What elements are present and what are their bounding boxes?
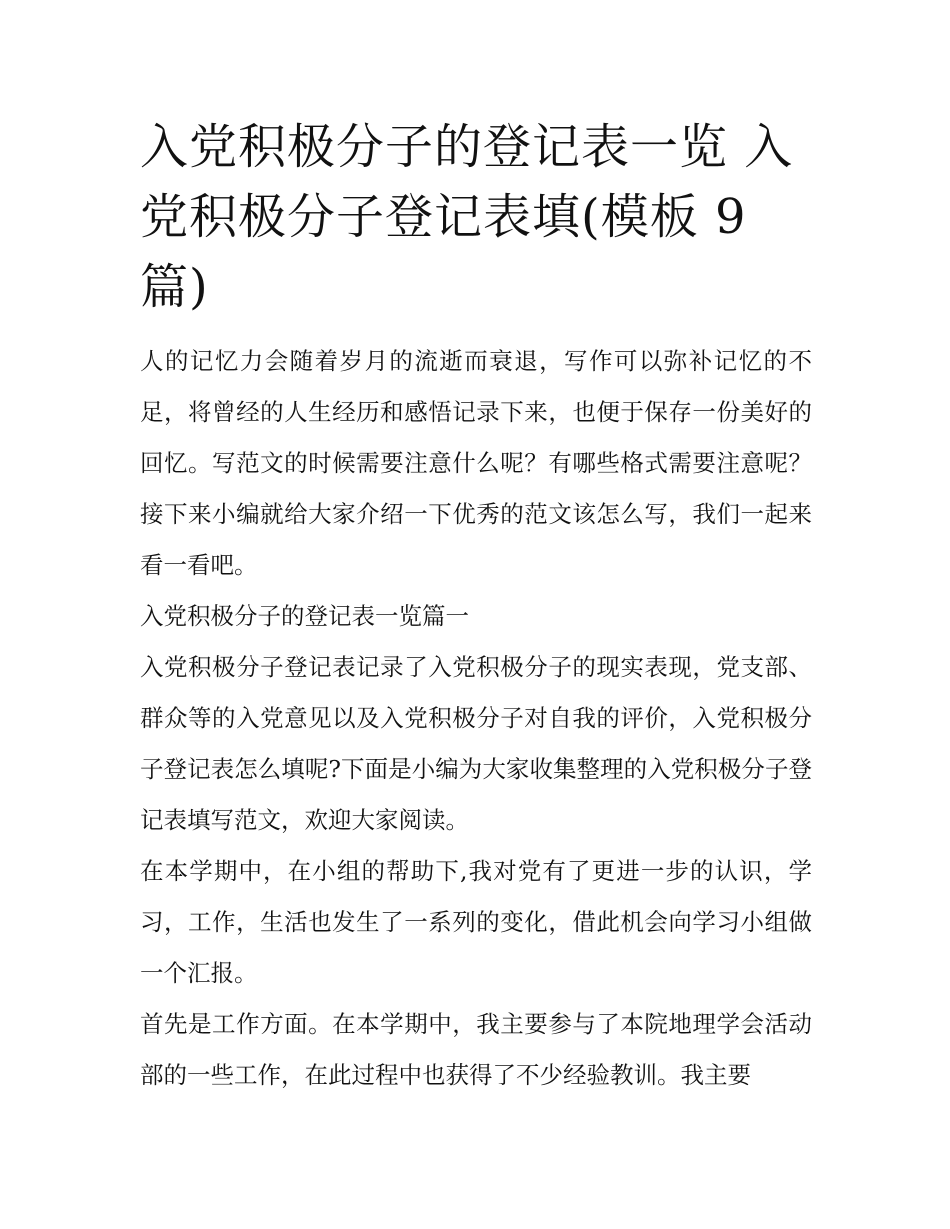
body-paragraph: 在本学期中，在小组的帮助下,我对党有了更进一步的认识，学习，工作，生活也发生了一系列的变化，借此机会向学习小组做一个汇报。 xyxy=(140,857,812,987)
intro-paragraph: 人的记忆力会随着岁月的流逝而衰退，写作可以弥补记忆的不足，将曾经的人生经历和感悟记录下来，也便于保存一份美好的回忆。写范文的时候需要注意什么呢？有哪些格式需要注意呢？接下来小编就给大家介绍一下优秀的范文该怎么写，我们一起来看一看吧。 xyxy=(140,347,812,579)
document-page xyxy=(140,112,812,1101)
document-body xyxy=(140,336,812,1101)
body-paragraph: 首先是工作方面。在本学期中，我主要参与了本院地理学会活动部的一些工作，在此过程中也获得了不少经验教训。我主要 xyxy=(140,1010,812,1089)
body-paragraph: 入党积极分子登记表记录了入党积极分子的现实表现，党支部、群众等的入党意见以及入党积极分子对自我的评价，入党积极分子登记表怎么填呢?下面是小编为大家收集整理的入党积极分子登记表填写范文，欢迎大家阅读。 xyxy=(140,653,812,834)
section-heading-1: 入党积极分子的登记表一览篇一 xyxy=(140,602,469,630)
document-title: 入党积极分子的登记表一览 入党积极分子登记表填(模板 9 篇) xyxy=(140,119,794,315)
